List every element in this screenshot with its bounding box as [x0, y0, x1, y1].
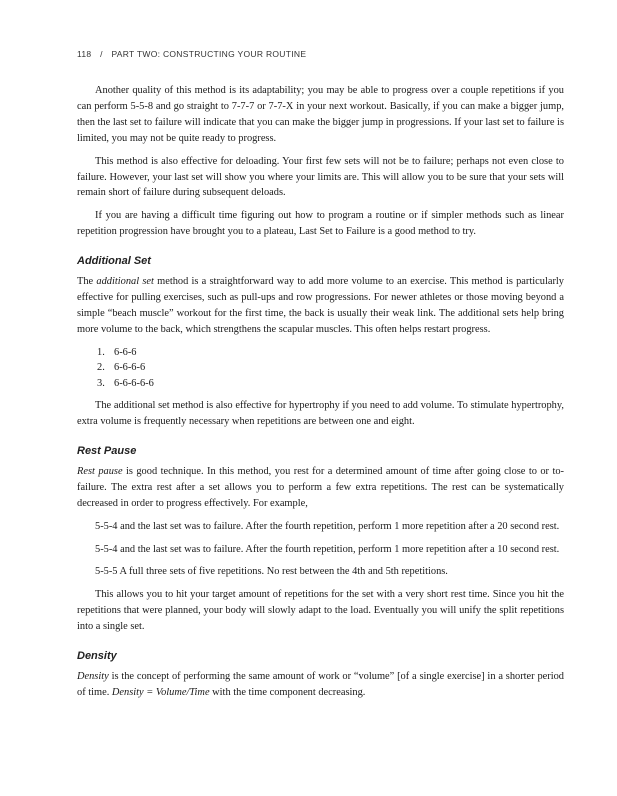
list-item — [97, 360, 564, 376]
term-density: Density — [77, 670, 109, 682]
additional-set-list — [77, 345, 564, 392]
term-additional-set: additional set — [96, 276, 154, 288]
page-number: 118 — [77, 49, 92, 59]
rest-pause-example-1: 5-5-4 and the last set was to failure. After the fourth repetition, perform 1 more repetition after a 20 second rest. — [95, 520, 560, 532]
additional-set-paragraph-1 — [77, 274, 564, 338]
list-text: 6-6-6-6 — [114, 362, 146, 374]
running-head — [77, 49, 312, 59]
density-formula: Density = Volume/Time — [111, 686, 210, 698]
body-text — [77, 83, 564, 708]
text-run: with the time component decreasing. — [209, 686, 366, 698]
heading-additional-set: Additional Set — [77, 255, 151, 268]
list-text: 6-6-6 — [114, 346, 137, 358]
term-rest-pause: Rest pause — [77, 465, 123, 477]
additional-set-paragraph-2: The additional set method is also effective for hypertrophy if you need to add volume. To stimulate hypertrophy, extra volume is frequently necessary when repetitions are between one and eight. — [77, 400, 564, 428]
list-item — [97, 345, 564, 361]
text-run: is good technique. In this method, you rest for a determined amount of time after going close to or to-failure. The extra rest after a set allows you to perform a few extra repetitions. The rest can be systematically decreased in order to progress effectively. For example, — [77, 465, 564, 509]
rest-pause-paragraph-1 — [77, 464, 564, 512]
list-number: 1. — [97, 346, 105, 358]
intro-paragraph-1: Another quality of this method is its adaptability; you may be able to progress over a couple repetitions if you can perform 5-5-8 and go straight to 7-7-7 or 7-7-X in your next workout. Basically, if you can make a bigger jump, then the last set to failure will indicate that you can make the bigger jump in progressions. If your last set to failure is limited, you may not be quite ready to progress. — [77, 85, 564, 144]
list-text: 6-6-6-6-6 — [114, 377, 154, 389]
header-separator: / — [100, 49, 103, 59]
intro-paragraph-2: This method is also effective for deloading. Your first few sets will not be to failure; perhaps not even close to failure. However, your last set will show you where your limits are. This will allow you to be sure that your sets will remain short of failure during subsequent deloads. — [77, 155, 564, 199]
list-number: 2. — [97, 362, 105, 374]
section-title: PART TWO: CONSTRUCTING YOUR ROUTINE — [111, 49, 307, 59]
rest-pause-example-3: 5-5-5 A full three sets of five repetitions. No rest between the 4th and 5th repetitions. — [95, 566, 448, 578]
text-run: is the concept of performing the same amount of work or “volume” [of a single exercise] in a shorter period of time. — [77, 670, 564, 698]
heading-density: Density — [77, 650, 117, 663]
rest-pause-example-2: 5-5-4 and the last set was to failure. After the fourth repetition, perform 1 more repetition after a 10 second rest. — [95, 543, 560, 555]
heading-rest-pause: Rest Pause — [77, 445, 137, 457]
text-run: The — [77, 276, 97, 288]
intro-paragraph-3: If you are having a difficult time figuring out how to program a routine or if simpler methods such as linear repetition progression have brought you to a plateau, Last Set to Failure is a good method to try. — [77, 210, 564, 238]
density-paragraph-1 — [77, 669, 564, 701]
rest-pause-paragraph-2: This allows you to hit your target amount of repetitions for the set with a very short rest time. Since you hit the repetitions that were planned, your body will slowly adapt to the load. Eventually you will unify the split repetitions into a single set. — [77, 589, 564, 633]
list-number: 3. — [97, 377, 105, 389]
list-item — [97, 376, 564, 392]
text-run: method is a straightforward way to add more volume to an exercise. This method is particularly effective for pulling exercises, such as pull-ups and row progressions. For newer athletes or those moving beyond a simple “beach muscle” workout for the first time, the back is usually their weak link. The additional sets help bring more volume to the back, which strengthens the scapular muscles. This often helps restart progress. — [77, 276, 565, 335]
